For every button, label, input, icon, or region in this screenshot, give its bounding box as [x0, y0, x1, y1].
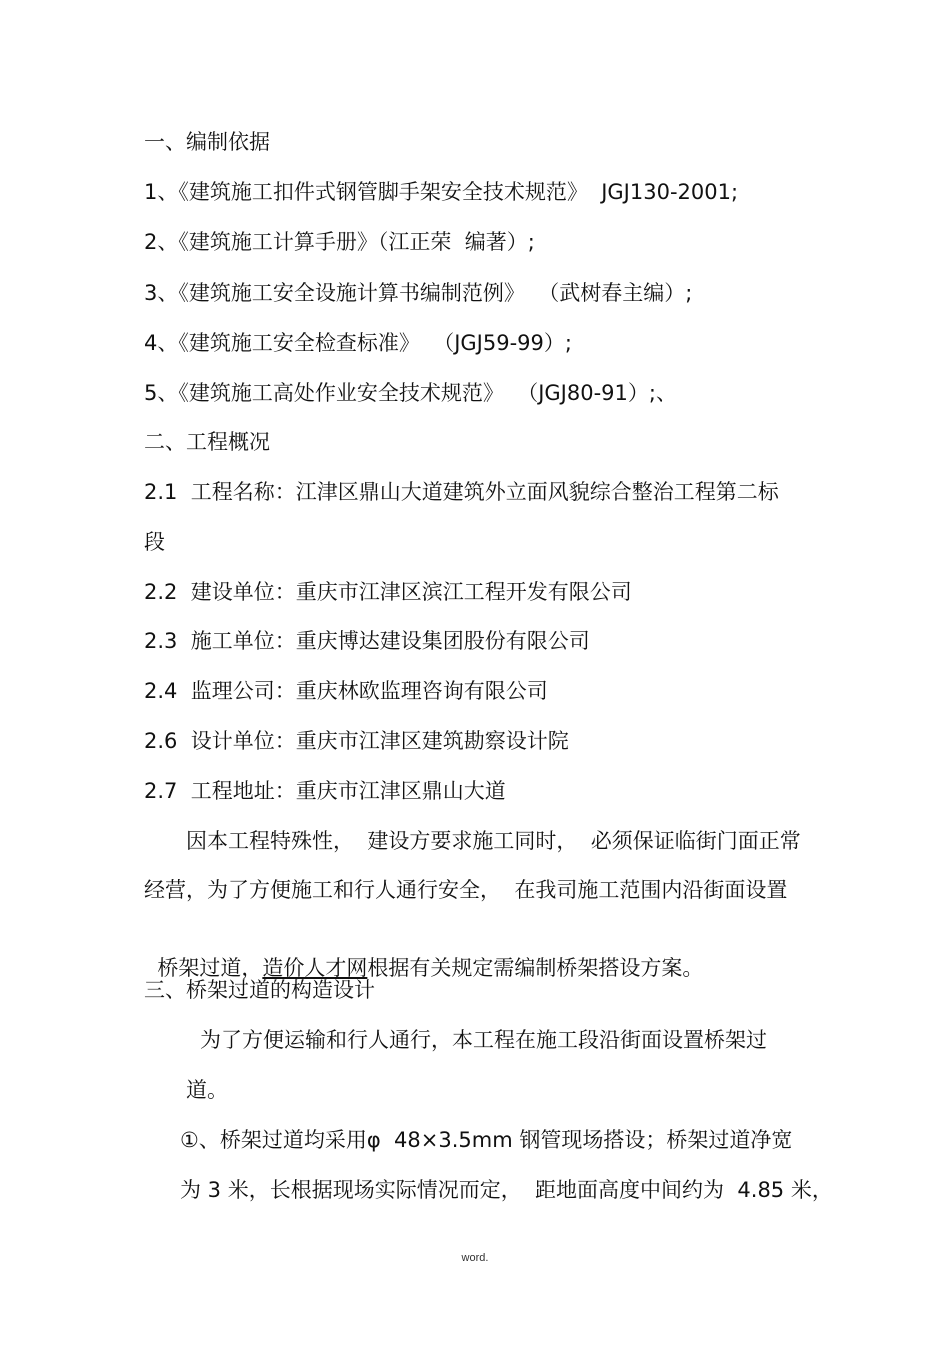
page-footer: word. [461, 1252, 489, 1264]
reference-2: 2、《建筑施工计算手册》（江正荣 编著）; [144, 230, 535, 254]
project-item: 段 [144, 530, 165, 554]
paragraph-line: 经营，为了方便施工和行人通行安全， 在我司施工范围内沿街面设置 [144, 878, 788, 902]
paragraph-line: 为了方便运输和行人通行，本工程在施工段沿街面设置桥架过 [200, 1028, 767, 1052]
section-heading-1: 一、编制依据 [144, 130, 270, 154]
underlined-text: 造价人才网 [262, 956, 368, 980]
paragraph-line: 为 3 米，长根据现场实际情况而定， 距地面高度中间约为 4.85 米， [180, 1178, 833, 1202]
paragraph-line: 因本工程特殊性， 建设方要求施工同时， 必须保证临街门面正常 [186, 829, 801, 853]
project-item: 2.2 建设单位：重庆市江津区滨江工程开发有限公司 [144, 580, 632, 604]
paragraph-text: 桥架过道， [157, 956, 263, 980]
reference-3: 3、《建筑施工安全设施计算书编制范例》 （武树春主编）; [144, 281, 693, 305]
project-item: 2.6 设计单位：重庆市江津区建筑勘察设计院 [144, 729, 569, 753]
paragraph-line [144, 926, 703, 982]
reference-5: 5、《建筑施工高处作业安全技术规范》 （JGJ80-91）;、 [144, 381, 677, 405]
project-item: 2.4 监理公司：重庆林欧监理咨询有限公司 [144, 679, 548, 703]
section-heading-2: 二、工程概况 [144, 430, 270, 454]
project-item: 2.1 工程名称：江津区鼎山大道建筑外立面风貌综合整治工程第二标 [144, 480, 779, 504]
reference-4: 4、《建筑施工安全检查标准》 （JGJ59-99）; [144, 331, 572, 355]
reference-1: 1、《建筑施工扣件式钢管脚手架安全技术规范》 JGJ130-2001; [144, 180, 739, 204]
paragraph-line: 道。 [186, 1078, 228, 1102]
paragraph-text: 根据有关规定需编制桥架搭设方案。 [367, 956, 704, 980]
section-heading-3: 三、桥架过道的构造设计 [144, 978, 375, 1002]
paragraph-line: ①、桥架过道均采用φ 48×3.5mm 钢管现场搭设；桥架过道净宽 [180, 1128, 793, 1152]
project-item: 2.7 工程地址：重庆市江津区鼎山大道 [144, 779, 506, 803]
project-item: 2.3 施工单位：重庆博达建设集团股份有限公司 [144, 629, 590, 653]
